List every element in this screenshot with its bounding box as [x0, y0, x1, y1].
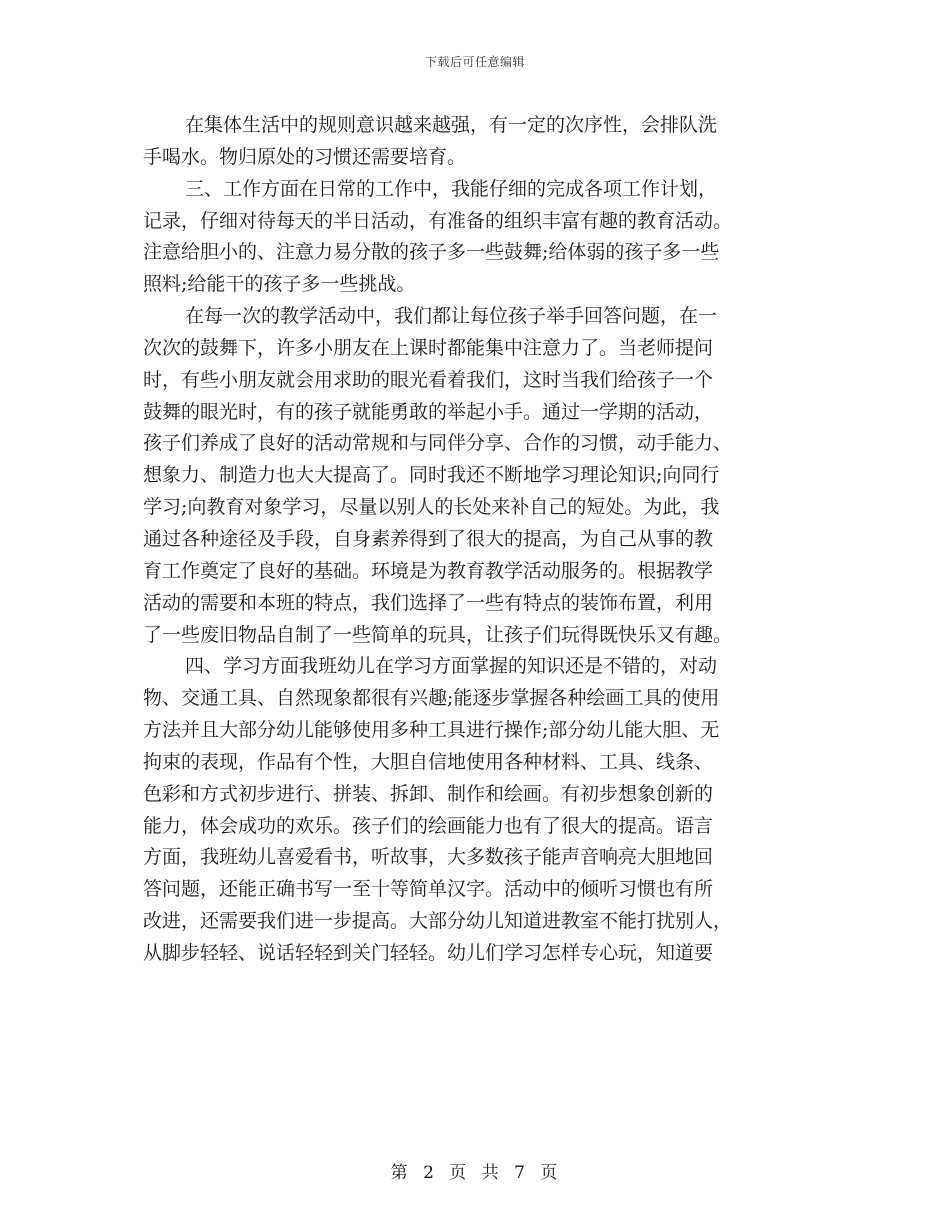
paragraph-2 — [143, 174, 811, 301]
text-line: 想象力、制造力也大大提高了。同时我还不断地学习理论知识;向同行 — [143, 464, 720, 487]
text-line: 活动的需要和本班的特点，我们选择了一些有特点的装饰布置，利用 — [143, 591, 714, 614]
text-line: 四、学习方面我班幼儿在学习方面掌握的知识还是不错的，对动 — [185, 655, 718, 678]
text-line: 通过各种途径及手段，自身素养得到了很大的提高，为自己从事的教 — [143, 527, 714, 550]
text-line: 答问题，还能正确书写一至十等简单汉字。活动中的倾听习惯也有所 — [143, 878, 714, 901]
text-line: 学习;向教育对象学习，尽量以别人的长处来补自己的短处。为此，我 — [143, 496, 720, 519]
text-line: 改进，还需要我们进一步提高。大部分幼儿知道进教室不能打扰别人， — [143, 910, 733, 933]
text-line: 在集体生活中的规则意识越来越强，有一定的次序性，会排队洗 — [185, 114, 718, 136]
text-line: 了一些废旧物品自制了一些简单的玩具，让孩子们玩得既快乐又有趣。 — [143, 623, 733, 646]
paragraph-1 — [143, 110, 811, 174]
text-line: 注意给胆小的、注意力易分散的孩子多一些鼓舞;给体弱的孩子多一些 — [143, 241, 720, 264]
document-body — [143, 110, 811, 970]
text-line: 鼓舞的眼光时，有的孩子就能勇敢的举起小手。通过一学期的活动， — [143, 400, 714, 423]
text-line: 方法并且大部分幼儿能够使用多种工具进行操作;部分幼儿能大胆、无 — [143, 719, 720, 742]
text-line: 物、交通工具、自然现象都很有兴趣;能逐步掌握各种绘画工具的使用 — [143, 687, 720, 710]
text-line: 记录，仔细对待每天的半日活动，有准备的组织丰富有趣的教育活动。 — [143, 209, 733, 232]
text-line: 育工作奠定了良好的基础。环境是为教育教学活动服务的。根据教学 — [143, 559, 714, 582]
text-line: 拘束的表现，作品有个性，大胆自信地使用各种材料、工具、线条、 — [143, 750, 714, 773]
text-line: 次次的鼓舞下，许多小朋友在上课时都能集中注意力了。当老师提问 — [143, 336, 714, 359]
text-line: 方面，我班幼儿喜爱看书，听故事，大多数孩子能声音响亮大胆地回 — [143, 846, 714, 869]
text-line: 照料;给能干的孩子多一些挑战。 — [143, 273, 416, 296]
page-header: 下载后可任意编辑 — [424, 55, 525, 69]
text-line: 三、工作方面在日常的工作中，我能仔细的完成各项工作计划， — [185, 177, 718, 200]
text-line: 能力，体会成功的欢乐。孩子们的绘画能力也有了很大的提高。语言 — [143, 814, 714, 837]
text-line: 孩子们养成了良好的活动常规和与同伴分享、合作的习惯，动手能力、 — [143, 432, 733, 455]
paragraph-4 — [143, 651, 811, 969]
paragraph-3 — [143, 301, 811, 651]
text-line: 手喝水。物归原处的习惯还需要培育。 — [143, 145, 467, 168]
text-line: 从脚步轻轻、说话轻轻到关门轻轻。幼儿们学习怎样专心玩，知道要 — [143, 941, 714, 964]
text-line: 时，有些小朋友就会用求助的眼光看着我们，这时当我们给孩子一个 — [143, 368, 714, 391]
text-line: 在每一次的教学活动中，我们都让每位孩子举手回答问题，在一 — [185, 305, 718, 328]
page-number-footer: 第 2 页 共 7 页 — [390, 1163, 560, 1183]
text-line: 色彩和方式初步进行、拼装、拆卸、制作和绘画。有初步想象创新的 — [143, 782, 714, 805]
